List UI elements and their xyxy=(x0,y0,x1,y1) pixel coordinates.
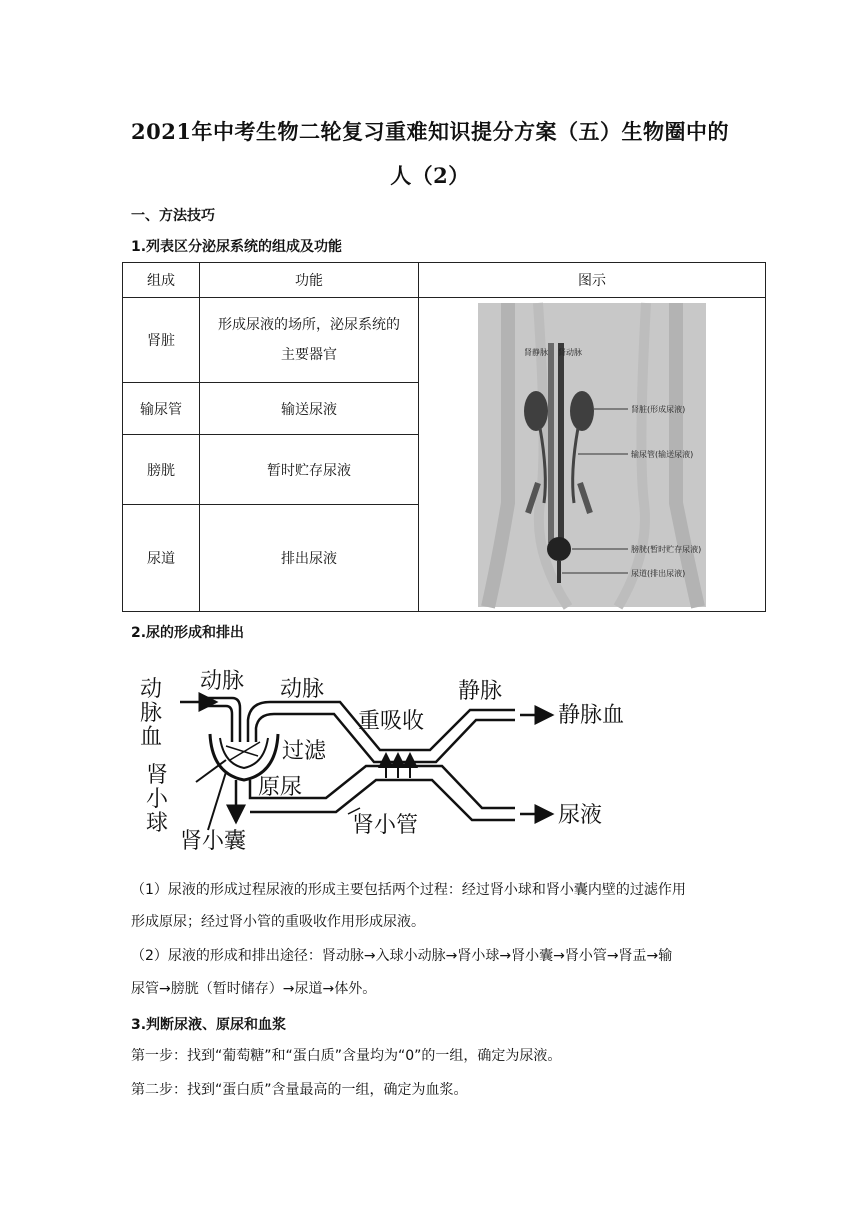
label-filtration: 过滤 xyxy=(282,739,327,764)
section-heading-methods: 一、方法技巧 xyxy=(131,208,215,224)
page-title-line1: 2021年中考生物二轮复习重难知识提分方案（五）生物圈中的 xyxy=(131,119,729,144)
paragraph-route-1: （2）尿液的形成和排出途径：肾动脉→入球小动脉→肾小球→肾小囊→肾小管→肾盂→输 xyxy=(131,948,673,964)
illustration-cell xyxy=(419,298,766,612)
subheading-judge: 3.判断尿液、原尿和血浆 xyxy=(131,1017,287,1033)
label-artery-blood-2: 脉 xyxy=(140,701,163,726)
label-renal-artery: 肾动脉 xyxy=(558,347,582,357)
header-composition: 组成 xyxy=(123,263,200,298)
label-primary-urine: 原尿 xyxy=(258,775,303,800)
step-1: 第一步：找到“葡萄糖”和“蛋白质”含量均为“0”的一组，确定为尿液。 xyxy=(131,1048,562,1064)
urinary-system-illustration xyxy=(478,303,706,607)
table-row xyxy=(123,298,766,383)
row-function-urethra: 排出尿液 xyxy=(200,505,419,612)
paragraph-formation-1: （1）尿液的形成过程尿液的形成主要包括两个过程：经过肾小球和肾小囊内壁的过滤作用 xyxy=(131,882,686,898)
row-part-ureter: 输尿管 xyxy=(123,383,200,435)
label-artery-blood-3: 血 xyxy=(140,725,163,750)
table-header-row xyxy=(123,263,766,298)
urinary-system-photo xyxy=(478,303,706,607)
label-glomerulus-2: 小 xyxy=(146,787,169,812)
function-line: 主要器官 xyxy=(281,347,337,363)
label-ureter: 输尿管(输送尿液) xyxy=(631,449,694,459)
label-venous-blood: 静脉血 xyxy=(558,703,625,728)
paragraph-route-2: 尿管→膀胱（暂时储存）→尿道→体外。 xyxy=(131,981,377,997)
urine-formation-diagram xyxy=(140,662,625,862)
label-artery-top: 动脉 xyxy=(200,669,245,694)
header-illustration: 图示 xyxy=(419,263,766,298)
urinary-system-table xyxy=(122,262,766,612)
label-urine: 尿液 xyxy=(558,803,603,828)
page-title-line2: 人（2） xyxy=(390,163,470,188)
label-urethra: 尿道(排出尿液) xyxy=(631,568,686,578)
label-glomerulus-3: 球 xyxy=(146,811,169,836)
row-function-ureter: 输送尿液 xyxy=(200,383,419,435)
paragraph-formation-2: 形成原尿；经过肾小管的重吸收作用形成尿液。 xyxy=(131,914,425,930)
label-bladder: 膀胱(暂时贮存尿液) xyxy=(631,544,702,554)
function-line: 形成尿液的场所，泌尿系统的 xyxy=(218,317,400,333)
label-artery-mid: 动脉 xyxy=(280,677,325,702)
subheading-urine-formation: 2.尿的形成和排出 xyxy=(131,625,245,641)
row-part-bladder: 膀胱 xyxy=(123,435,200,505)
label-artery-blood-1: 动 xyxy=(140,677,163,702)
row-part-kidney: 肾脏 xyxy=(123,298,200,383)
subheading-urinary-table: 1.列表区分泌尿系统的组成及功能 xyxy=(131,239,343,255)
label-vein: 静脉 xyxy=(458,679,503,704)
label-tubule: 肾小管 xyxy=(352,813,419,838)
label-kidney: 肾脏(形成尿液) xyxy=(631,404,686,414)
label-glomerulus-1: 肾 xyxy=(146,763,169,788)
row-function-kidney xyxy=(200,298,419,383)
step-2: 第二步：找到“蛋白质”含量最高的一组，确定为血浆。 xyxy=(131,1082,468,1098)
label-capsule: 肾小囊 xyxy=(180,829,247,854)
label-reabsorption: 重吸收 xyxy=(358,709,425,734)
row-part-urethra: 尿道 xyxy=(123,505,200,612)
label-renal-vein: 肾静脉 xyxy=(524,347,548,357)
header-function: 功能 xyxy=(200,263,419,298)
row-function-bladder: 暂时贮存尿液 xyxy=(200,435,419,505)
